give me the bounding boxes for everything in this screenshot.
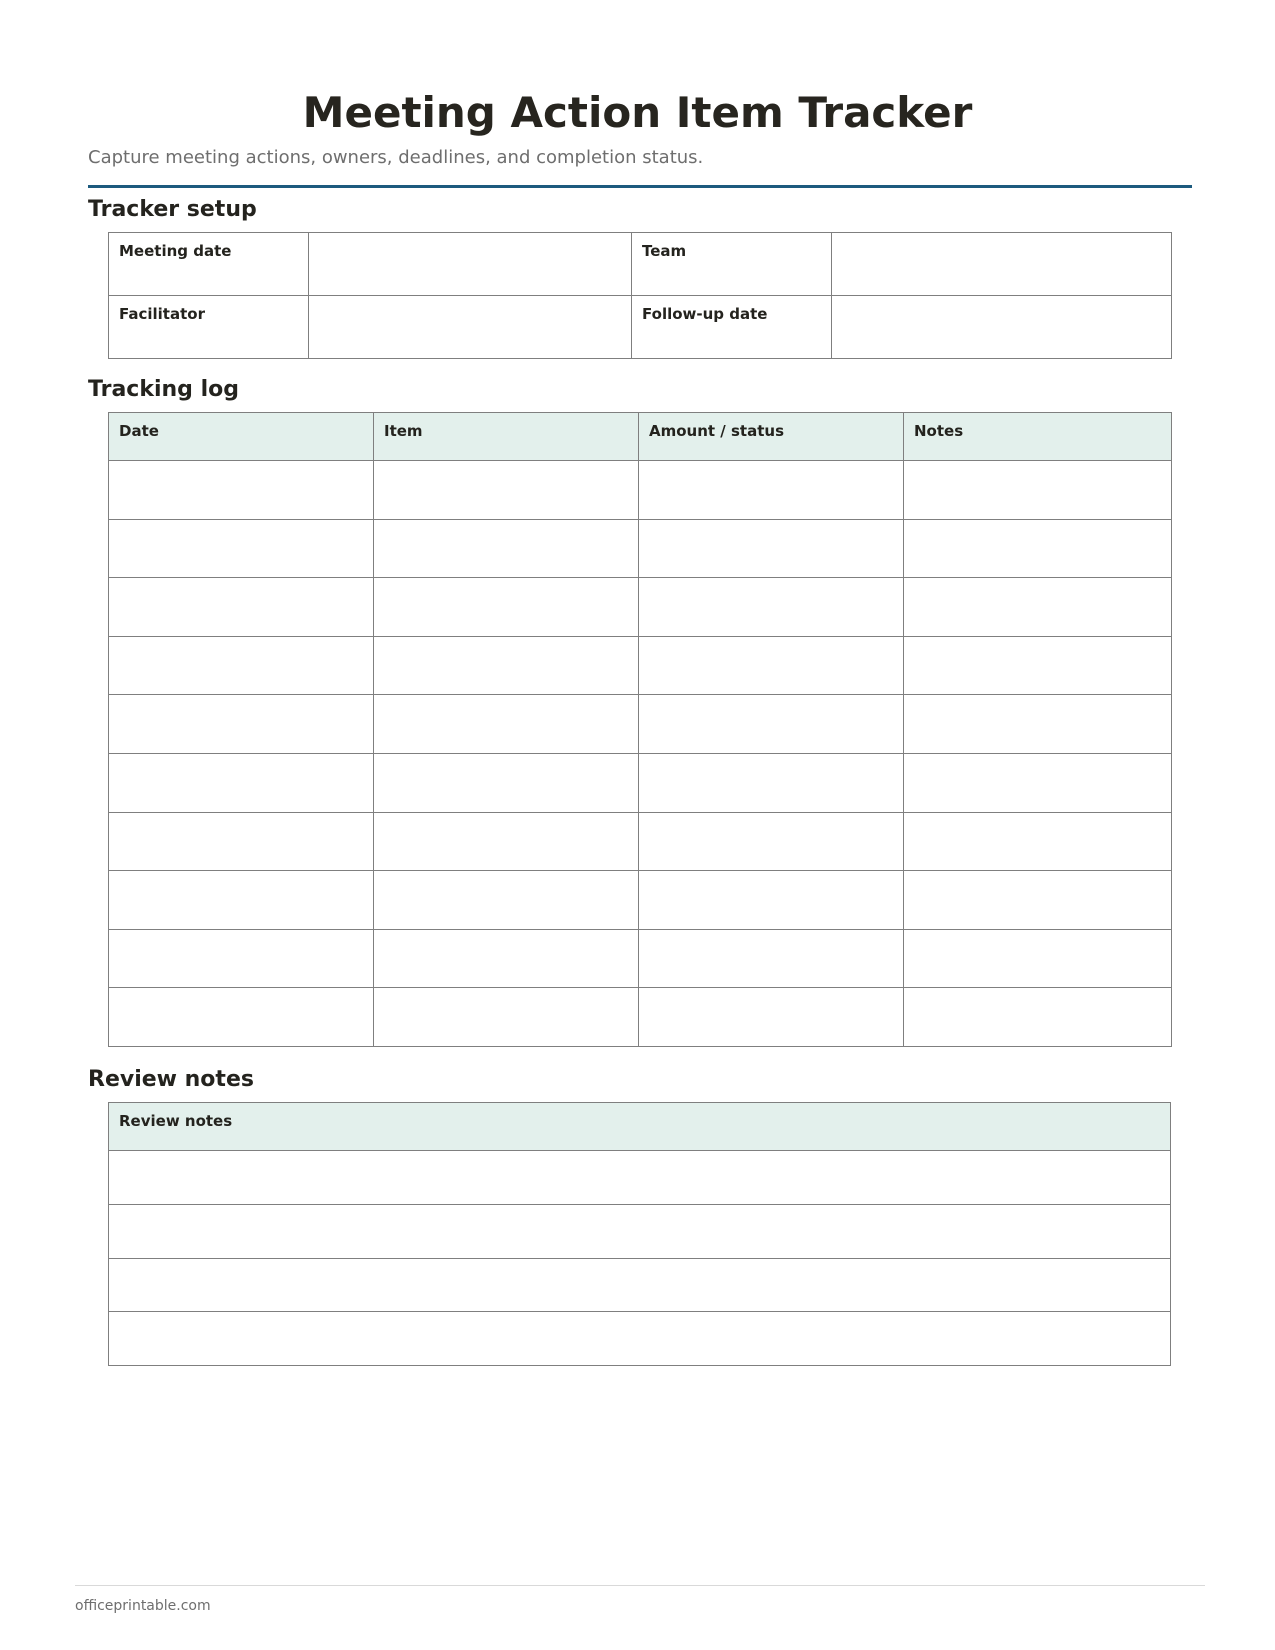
log-cell-value — [374, 520, 638, 529]
log-cell[interactable] — [904, 636, 1172, 695]
review-note-value — [109, 1205, 1170, 1214]
log-cell[interactable] — [109, 753, 374, 812]
log-cell[interactable] — [904, 753, 1172, 812]
log-cell-value — [109, 988, 373, 997]
log-cell[interactable] — [109, 578, 374, 637]
log-cell[interactable] — [109, 695, 374, 754]
log-cell[interactable] — [639, 636, 904, 695]
log-cell[interactable] — [904, 812, 1172, 871]
log-cell[interactable] — [904, 871, 1172, 930]
log-cell[interactable] — [904, 578, 1172, 637]
log-cell[interactable] — [109, 519, 374, 578]
meeting-date-field[interactable] — [309, 233, 632, 296]
log-cell[interactable] — [374, 988, 639, 1047]
log-cell-value — [904, 461, 1171, 470]
log-cell-value — [904, 695, 1171, 704]
log-cell[interactable] — [109, 871, 374, 930]
follow-up-date-value — [832, 296, 1171, 305]
table-row — [109, 988, 1172, 1047]
review-notes-header — [109, 1103, 1171, 1151]
log-cell-value — [109, 930, 373, 939]
setup-label-cell — [632, 233, 832, 296]
team-field[interactable] — [832, 233, 1172, 296]
page-subtitle: Capture meeting actions, owners, deadlines, and completion status. — [88, 147, 704, 168]
footer-site: officeprintable.com — [75, 1598, 211, 1614]
log-cell-value — [639, 871, 903, 880]
log-cell[interactable] — [374, 929, 639, 988]
table-row — [109, 636, 1172, 695]
column-header-amount-status — [639, 413, 904, 461]
review-notes-header-label: Review notes — [119, 1112, 233, 1130]
log-cell[interactable] — [639, 695, 904, 754]
log-cell-value — [639, 461, 903, 470]
column-header-label: Amount / status — [649, 422, 784, 440]
log-cell-value — [109, 461, 373, 470]
log-cell-value — [639, 754, 903, 763]
column-header-date — [109, 413, 374, 461]
log-cell[interactable] — [109, 461, 374, 520]
team-value — [832, 233, 1171, 242]
follow-up-date-label: Follow-up date — [642, 305, 768, 323]
log-cell-value — [374, 988, 638, 997]
log-cell[interactable] — [109, 929, 374, 988]
log-cell[interactable] — [904, 929, 1172, 988]
section-title-review: Review notes — [88, 1067, 254, 1092]
footer-divider — [75, 1585, 1205, 1586]
review-note-value — [109, 1151, 1170, 1160]
log-cell-value — [639, 637, 903, 646]
log-cell[interactable] — [904, 988, 1172, 1047]
table-row — [109, 1151, 1171, 1205]
log-cell-value — [109, 637, 373, 646]
column-header-item — [374, 413, 639, 461]
column-header-notes — [904, 413, 1172, 461]
log-cell-value — [904, 520, 1171, 529]
log-cell-value — [639, 520, 903, 529]
log-cell[interactable] — [374, 812, 639, 871]
table-row — [109, 519, 1172, 578]
review-note-line[interactable] — [109, 1151, 1171, 1205]
log-cell[interactable] — [639, 519, 904, 578]
log-cell[interactable] — [109, 812, 374, 871]
setup-label-cell — [109, 233, 309, 296]
setup-label-cell — [109, 296, 309, 359]
table-row — [109, 1258, 1171, 1312]
log-cell-value — [109, 578, 373, 587]
log-header-row — [109, 413, 1172, 461]
log-cell[interactable] — [374, 695, 639, 754]
log-cell[interactable] — [639, 812, 904, 871]
facilitator-value — [309, 296, 631, 305]
log-cell-value — [639, 695, 903, 704]
log-cell-value — [374, 637, 638, 646]
setup-row — [109, 296, 1172, 359]
log-cell[interactable] — [374, 461, 639, 520]
log-cell-value — [904, 988, 1171, 997]
facilitator-field[interactable] — [309, 296, 632, 359]
log-cell[interactable] — [904, 695, 1172, 754]
log-cell-value — [109, 520, 373, 529]
table-row — [109, 578, 1172, 637]
page-title: Meeting Action Item Tracker — [302, 88, 973, 137]
log-cell[interactable] — [904, 461, 1172, 520]
meeting-date-label: Meeting date — [119, 242, 232, 260]
log-cell[interactable] — [639, 871, 904, 930]
table-row — [109, 1204, 1171, 1258]
follow-up-date-field[interactable] — [832, 296, 1172, 359]
log-cell[interactable] — [639, 929, 904, 988]
tracking-log-table — [108, 412, 1172, 1047]
log-cell[interactable] — [109, 988, 374, 1047]
title-divider — [88, 185, 1192, 188]
log-cell[interactable] — [374, 578, 639, 637]
log-cell-value — [374, 813, 638, 822]
log-cell-value — [639, 988, 903, 997]
review-header-row — [109, 1103, 1171, 1151]
log-cell[interactable] — [374, 636, 639, 695]
column-header-label: Date — [119, 422, 159, 440]
log-cell[interactable] — [109, 636, 374, 695]
table-row — [109, 695, 1172, 754]
log-cell[interactable] — [374, 519, 639, 578]
table-row — [109, 1312, 1171, 1366]
log-cell[interactable] — [374, 871, 639, 930]
section-title-setup: Tracker setup — [88, 197, 257, 222]
log-cell[interactable] — [639, 988, 904, 1047]
table-row — [109, 812, 1172, 871]
log-cell-value — [374, 871, 638, 880]
table-row — [109, 871, 1172, 930]
log-cell-value — [639, 930, 903, 939]
log-cell-value — [904, 813, 1171, 822]
log-cell-value — [639, 813, 903, 822]
facilitator-label: Facilitator — [119, 305, 205, 323]
review-note-value — [109, 1312, 1170, 1321]
log-cell-value — [374, 754, 638, 763]
team-label: Team — [642, 242, 687, 260]
log-cell-value — [109, 813, 373, 822]
log-cell-value — [374, 578, 638, 587]
log-cell-value — [109, 754, 373, 763]
log-cell[interactable] — [374, 753, 639, 812]
log-cell-value — [374, 930, 638, 939]
meeting-date-value — [309, 233, 631, 242]
log-cell-value — [109, 695, 373, 704]
log-cell-value — [904, 930, 1171, 939]
review-note-line[interactable] — [109, 1204, 1171, 1258]
review-notes-table — [108, 1102, 1171, 1366]
log-cell-value — [374, 695, 638, 704]
log-cell[interactable] — [639, 461, 904, 520]
review-note-line[interactable] — [109, 1312, 1171, 1366]
setup-row — [109, 233, 1172, 296]
table-row — [109, 753, 1172, 812]
table-row — [109, 461, 1172, 520]
setup-label-cell — [632, 296, 832, 359]
column-header-label: Notes — [914, 422, 964, 440]
log-cell-value — [904, 871, 1171, 880]
log-cell-value — [639, 578, 903, 587]
section-title-log: Tracking log — [88, 377, 239, 402]
table-row — [109, 929, 1172, 988]
log-cell[interactable] — [904, 519, 1172, 578]
log-cell-value — [904, 578, 1171, 587]
review-note-value — [109, 1259, 1170, 1268]
review-note-line[interactable] — [109, 1258, 1171, 1312]
column-header-label: Item — [384, 422, 423, 440]
log-cell-value — [904, 754, 1171, 763]
log-cell-value — [109, 871, 373, 880]
log-cell[interactable] — [639, 578, 904, 637]
log-cell-value — [904, 637, 1171, 646]
log-cell-value — [374, 461, 638, 470]
log-cell[interactable] — [639, 753, 904, 812]
setup-table — [108, 232, 1172, 359]
